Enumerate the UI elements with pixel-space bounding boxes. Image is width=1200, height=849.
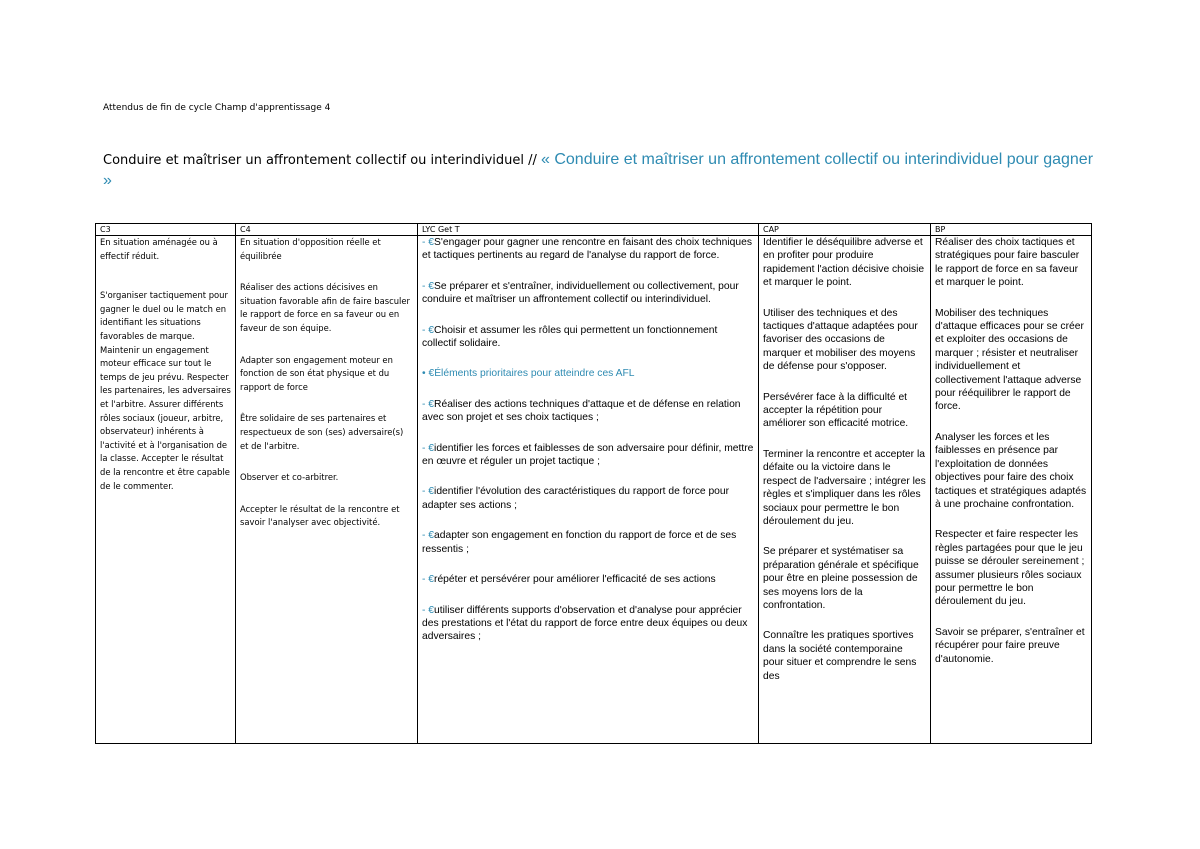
list-item: Réaliser des choix tactiques et stratégiques pour faire basculer le rapport de force en sa faveur et marquer le point. bbox=[935, 237, 1080, 289]
list-item: Réaliser des actions décisives en situation favorable afin de faire basculer le rapport de force en sa faveur ou en faveur de son équipe. bbox=[240, 282, 410, 333]
list-item: - €utiliser différents supports d'observation et d'analyse pour apprécier des prestations et l'état du rapport de force entre deux équipes ou deux adversaires ; bbox=[422, 604, 748, 643]
attendus-table bbox=[95, 223, 1092, 744]
list-item: - €Choisir et assumer les rôles qui permettent un fonctionnement collectif solidaire. bbox=[422, 324, 718, 350]
c3-body: S'organiser tactiquement pour gagner le duel ou le match en identifiant les situations favorables de marque. Maintenir un engagement moteur efficace sur tout le temps de jeu prévu. Respecter les partenaires, les adversaires et l'arbitre. Assurer différents rôles sociaux (joueur, arbitre, observateur) inhérents à l'activité et à l'organisation de la classe. Accepter le résultat de la rencontre et être capable de le commenter. bbox=[100, 290, 231, 491]
list-item: Utiliser des techniques et des tactiques d'attaque adaptées pour favoriser des occasions de marquer et mobiliser des moyens de défense pour s'opposer. bbox=[763, 307, 918, 373]
list-item: - €Se préparer et s'entraîner, individuellement ou collectivement, pour conduire et maîtriser un affrontement collectif ou interindividuel. bbox=[422, 280, 739, 306]
list-item: - €S'engager pour gagner une rencontre en faisant des choix techniques et tactiques pertinents au regard de l'analyse du rapport de force. bbox=[422, 237, 752, 262]
title-quote: « Conduire et maîtriser un affrontement collectif ou interindividuel pour gagner » bbox=[103, 151, 1094, 189]
bullet-icon: - € bbox=[422, 324, 435, 336]
list-item: Savoir se préparer, s'entraîner et récupérer pour faire preuve d'autonomie. bbox=[935, 626, 1085, 665]
list-item: Accepter le résultat de la rencontre et savoir l'analyser avec objectivité. bbox=[240, 503, 400, 528]
list-item: Être solidaire de ses partenaires et respectueux de son (ses) adversaire(s) et de l'arbitre. bbox=[240, 413, 404, 451]
list-item: - €identifier les forces et faiblesses de son adversaire pour définir, mettre en œuvre et réguler un projet tactique ; bbox=[422, 442, 754, 468]
list-item: Observer et co-arbitrer. bbox=[240, 472, 339, 483]
header-bp: BP bbox=[931, 224, 1092, 236]
list-item: Adapter son engagement moteur en fonction de son état physique et du rapport de force bbox=[240, 354, 393, 392]
list-item: - €Réaliser des actions techniques d'attaque et de défense en relation avec son projet et ses choix tactiques ; bbox=[422, 398, 741, 424]
header-line: Attendus de fin de cycle Champ d'apprentissage 4 bbox=[103, 103, 331, 113]
cell-c4 bbox=[236, 236, 418, 744]
table-header-row bbox=[96, 224, 1092, 236]
bullet-icon: - € bbox=[422, 398, 435, 410]
bullet-icon: - € bbox=[422, 442, 435, 454]
list-item: Persévérer face à la difficulté et accepter la répétition pour améliorer son efficacité motrice. bbox=[763, 391, 909, 430]
list-item: Mobiliser des techniques d'attaque efficaces pour se créer et exploiter des occasions de marquer ; résister et neutraliser individuellement et collectivement l'attaque adverse pour rééquilibrer le rapport de force. bbox=[935, 307, 1084, 413]
list-item: Respecter et faire respecter les règles partagées pour que le jeu puisse se dérouler sereinement ; assumer plusieurs rôles sociaux pour permettre le bon déroulement du jeu. bbox=[935, 529, 1085, 608]
bullet-icon: - € bbox=[422, 280, 435, 292]
cell-bp bbox=[931, 236, 1092, 744]
list-item: Identifier le déséquilibre adverse et en profiter pour produire rapidement l'action décisive choisie et marquer le point. bbox=[763, 237, 925, 289]
cell-c3 bbox=[96, 236, 236, 744]
list-item: Analyser les forces et les faiblesses en présence par l'exploitation de données objectives pour faire des choix tactiques et stratégiques adaptés à une prochaine confrontation. bbox=[935, 431, 1087, 510]
bullet-icon: - € bbox=[422, 530, 435, 542]
list-item: Terminer la rencontre et accepter la défaite ou la victoire dans le respect de l'adversaire ; intégrer les règles et s'impliquer dans les rôles sociaux pour permettre le bon déroulement du jeu. bbox=[763, 448, 926, 527]
bullet-icon: - € bbox=[422, 486, 435, 498]
header-c3: C3 bbox=[96, 224, 236, 236]
list-item: - €répéter et persévérer pour améliorer l'efficacité de ses actions bbox=[422, 574, 716, 586]
bullet-icon: - € bbox=[422, 604, 435, 616]
header-c4: C4 bbox=[236, 224, 418, 236]
afl-heading: • €Éléments prioritaires pour atteindre ces AFL bbox=[422, 368, 635, 380]
header-cap: CAP bbox=[759, 224, 931, 236]
table-body-row bbox=[96, 236, 1092, 744]
header-lyc: LYC Get T bbox=[418, 224, 759, 236]
bullet-icon: - € bbox=[422, 574, 435, 586]
list-item: En situation d'opposition réelle et équilibrée bbox=[240, 237, 381, 261]
c3-intro: En situation aménagée ou à effectif réduit. bbox=[100, 237, 218, 261]
bullet-icon: - € bbox=[422, 237, 435, 248]
page-title bbox=[103, 150, 1093, 192]
list-item: Connaître les pratiques sportives dans la société contemporaine pour situer et comprendre le sens des bbox=[763, 630, 917, 682]
cell-cap bbox=[759, 236, 931, 744]
cell-lyc bbox=[418, 236, 759, 744]
list-item: - €identifier l'évolution des caractéristiques du rapport de force pour adapter ses actions ; bbox=[422, 486, 730, 511]
list-item: - €adapter son engagement en fonction du rapport de force et de ses ressentis ; bbox=[422, 530, 737, 555]
title-main: Conduire et maîtriser un affrontement collectif ou interindividuel // bbox=[103, 153, 541, 168]
list-item: Se préparer et systématiser sa préparation générale et spécifique pour être en pleine possession de ses moyens lors de la confrontation. bbox=[763, 546, 919, 611]
